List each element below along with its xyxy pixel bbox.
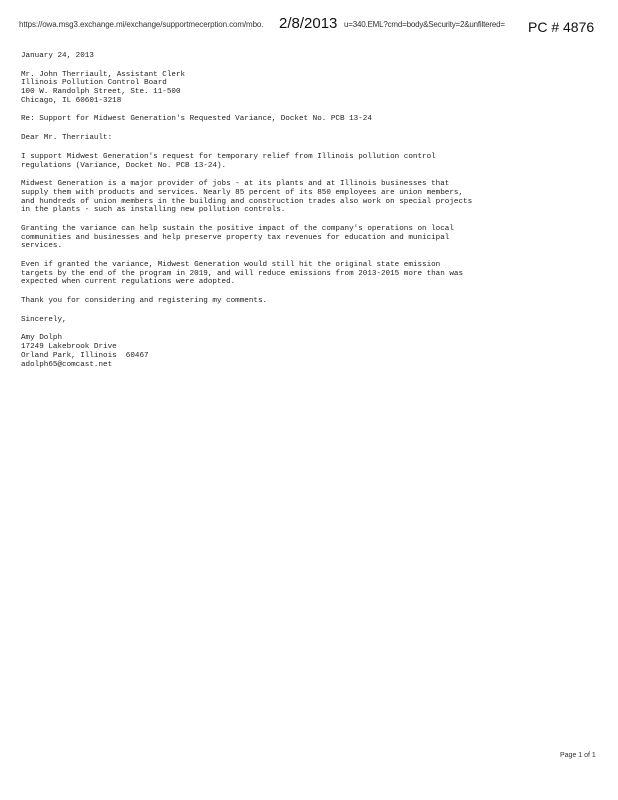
paragraph xyxy=(21,153,601,170)
paragraph-line: Midwest Generation is a major provider of jobs - at its plants and at Illinois businesses that xyxy=(21,180,450,189)
recipient-line: Mr. John Therriault, Assistant Clerk xyxy=(21,70,186,79)
paragraph xyxy=(21,225,601,251)
recipient-line: Illinois Pollution Control Board xyxy=(21,79,167,88)
recipient-line: Chicago, IL 60601-3218 xyxy=(21,96,122,105)
paragraph xyxy=(21,297,601,306)
paragraph-line: Thank you for considering and registering my comments. xyxy=(21,297,268,306)
paragraph-line: in the plants - such as installing new pollution controls. xyxy=(21,206,286,215)
signature-block xyxy=(21,334,601,369)
closing: Sincerely, xyxy=(21,315,67,324)
signature-city: Orland Park, Illinois 60467 xyxy=(21,351,149,360)
paragraph-line: regulations (Variance, Docket No. PCB 13-24). xyxy=(21,161,227,170)
recipient-line: 100 W. Randolph Street, Ste. 11-500 xyxy=(21,88,181,97)
paragraph-line: communities and businesses and help preserve property tax revenues for education and municipal xyxy=(21,233,450,242)
header-url-left: https://owa.msg3.exchange.mi/exchange/supportmecerption.com/mbo. xyxy=(19,20,264,29)
paragraph-line: services. xyxy=(21,242,63,251)
paragraph-line: expected when current regulations were adopted. xyxy=(21,278,236,287)
paragraph-line: Granting the variance can help sustain the positive impact of the company's operations on local xyxy=(21,224,454,233)
salutation: Dear Mr. Therriault: xyxy=(21,134,113,143)
header-url-right: u=340.EML?cmd=body&Security=2&unfiltered= xyxy=(344,20,505,29)
print-header xyxy=(0,0,618,40)
signature-email: adolph65@comcast.net xyxy=(21,360,113,369)
paragraph-line: targets by the end of the program in 2019, and will reduce emissions from 2013-2015 more than was xyxy=(21,269,464,278)
public-comment-number: PC # 4876 xyxy=(528,19,595,35)
recipient-address xyxy=(21,71,601,106)
paragraph-line: supply them with products and services. Nearly 85 percent of its 850 employees are union members, xyxy=(21,188,464,197)
paragraph-line: and hundreds of union members in the building and construction trades also work on special projects xyxy=(21,197,473,206)
signature-street: 17249 Lakebrook Drive xyxy=(21,343,117,352)
letter-date: January 24, 2013 xyxy=(21,52,94,60)
paragraph xyxy=(21,261,601,287)
signature-name: Amy Dolph xyxy=(21,334,63,343)
paragraph-line: Even if granted the variance, Midwest Generation would still hit the original state emission xyxy=(21,261,441,269)
subject-line: Re: Support for Midwest Generation's Requested Variance, Docket No. PCB 13-24 xyxy=(21,115,372,124)
page-number: Page 1 of 1 xyxy=(560,752,596,759)
letter-body xyxy=(21,52,601,369)
header-date: 2/8/2013 xyxy=(279,15,338,32)
paragraph xyxy=(21,180,601,215)
paragraph-line: I support Midwest Generation's request for temporary relief from Illinois pollution control xyxy=(21,152,436,161)
